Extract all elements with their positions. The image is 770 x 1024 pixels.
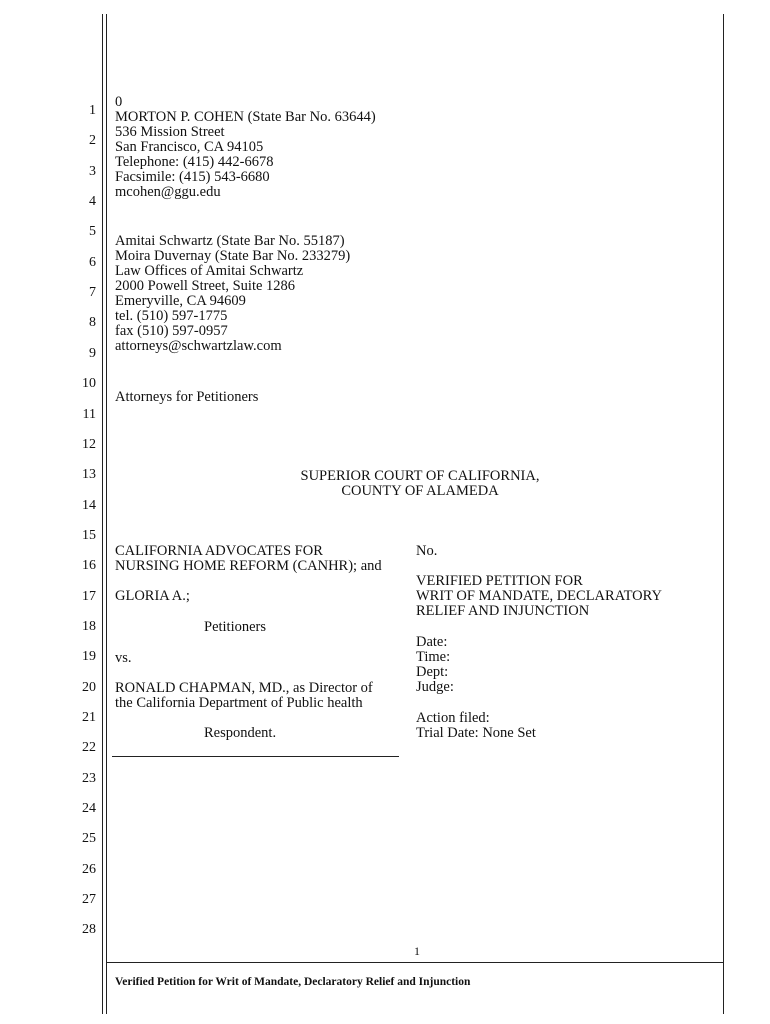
petitioners-label: Petitioners [204, 619, 267, 635]
footer-rule [107, 962, 723, 963]
trial-date: Trial Date: None Set [416, 725, 536, 741]
footer-title: Verified Petition for Writ of Mandate, Declaratory Relief and Injunction [115, 976, 471, 988]
line-number: 19 [82, 649, 96, 664]
line-number: 22 [82, 740, 96, 755]
counsel-2-city: Emeryville, CA 94609 [115, 293, 246, 309]
counsel-1-name: MORTON P. COHEN (State Bar No. 63644) [115, 109, 376, 125]
counsel-1-email: mcohen@ggu.edu [115, 184, 221, 200]
counsel-2-name-2: Moira Duvernay (State Bar No. 233279) [115, 248, 351, 264]
line-number: 18 [82, 619, 96, 634]
margin-rule-left-outer [102, 14, 103, 1014]
counsel-2-name-1: Amitai Schwartz (State Bar No. 55187) [115, 233, 345, 249]
petitioner-line-1: CALIFORNIA ADVOCATES FOR [115, 543, 323, 559]
hearing-judge: Judge: [416, 679, 454, 695]
court-county: COUNTY OF ALAMEDA [341, 483, 499, 499]
counsel-2-email: attorneys@schwartzlaw.com [115, 338, 282, 354]
line-number: 11 [82, 407, 96, 422]
line-number: 28 [82, 922, 96, 937]
counsel-1-city: San Francisco, CA 94105 [115, 139, 264, 155]
line-number: 1 [89, 103, 96, 118]
line-number: 9 [89, 346, 96, 361]
line-number: 5 [89, 224, 96, 239]
line-number: 17 [82, 589, 96, 604]
counsel-2-street: 2000 Powell Street, Suite 1286 [115, 278, 296, 294]
attorneys-for: Attorneys for Petitioners [115, 389, 259, 405]
action-filed: Action filed: [416, 710, 490, 726]
line-number: 21 [82, 710, 96, 725]
versus: vs. [115, 650, 132, 666]
line-number: 20 [82, 680, 96, 695]
line-number: 26 [82, 862, 96, 877]
margin-rule-left-inner [106, 14, 107, 1014]
counsel-2-fax: fax (510) 597-0957 [115, 323, 228, 339]
line-number: 3 [89, 164, 96, 179]
line-number: 27 [82, 892, 96, 907]
line-number: 15 [82, 528, 96, 543]
respondent-label: Respondent. [204, 725, 277, 741]
case-title-1: VERIFIED PETITION FOR [416, 573, 583, 589]
line-number: 6 [89, 255, 96, 270]
line-number: 12 [82, 437, 96, 452]
line-number: 7 [89, 285, 96, 300]
respondent-line-2: the California Department of Public health [115, 695, 363, 711]
hearing-time: Time: [416, 649, 451, 665]
case-title-2: WRIT OF MANDATE, DECLARATORY [416, 588, 662, 604]
line-number: 10 [82, 376, 96, 391]
line-number: 16 [82, 558, 96, 573]
counsel-1-street: 536 Mission Street [115, 124, 225, 140]
header-marker: 0 [115, 94, 123, 110]
case-title-3: RELIEF AND INJUNCTION [416, 603, 590, 619]
caption-rule [112, 756, 399, 757]
page-number: 1 [414, 944, 420, 958]
counsel-2-phone: tel. (510) 597-1775 [115, 308, 228, 324]
margin-rule-right [723, 14, 724, 1014]
line-number: 23 [82, 771, 96, 786]
line-number: 13 [82, 467, 96, 482]
line-number: 25 [82, 831, 96, 846]
line-number: 4 [89, 194, 96, 209]
hearing-date: Date: [416, 634, 448, 650]
petitioner-line-2: NURSING HOME REFORM (CANHR); and [115, 558, 382, 574]
line-number: 24 [82, 801, 96, 816]
line-number: 2 [89, 133, 96, 148]
counsel-2-firm: Law Offices of Amitai Schwartz [115, 263, 304, 279]
respondent-line-1: RONALD CHAPMAN, MD., as Director of [115, 680, 373, 696]
line-number: 14 [82, 498, 96, 513]
petitioner-line-3: GLORIA A.; [115, 588, 190, 604]
counsel-1-phone: Telephone: (415) 442-6678 [115, 154, 274, 170]
counsel-1-fax: Facsimile: (415) 543-6680 [115, 169, 270, 185]
court-name: SUPERIOR COURT OF CALIFORNIA, [300, 468, 540, 484]
hearing-dept: Dept: [416, 664, 449, 680]
case-number: No. [416, 543, 438, 559]
line-number: 8 [89, 315, 96, 330]
